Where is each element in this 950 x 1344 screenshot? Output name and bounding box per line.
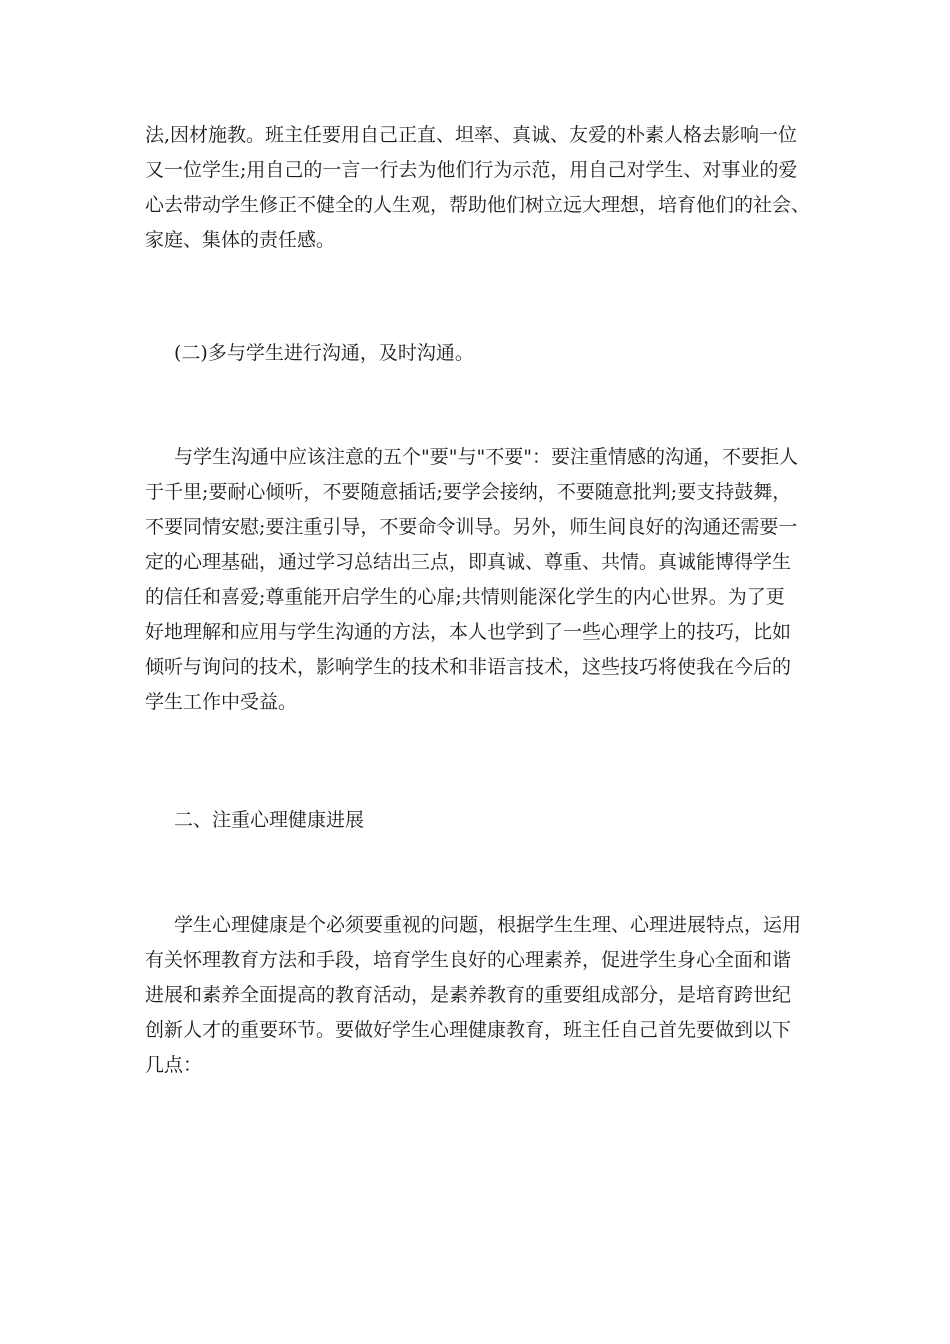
section-heading-mental-health — [145, 803, 810, 838]
text-line: 好地理解和应用与学生沟通的方法，本人也学到了一些心理学上的技巧，比如 — [145, 621, 792, 643]
text-line: 学生心理健康是个必须要重视的问题，根据学生生理、心理进展特点，运用 — [174, 914, 802, 936]
text-line: 心去带动学生修正不健全的人生观，帮助他们树立远大理想，培育他们的社会、 — [145, 194, 811, 216]
text-line: 的信任和喜爱;尊重能开启学生的心扉;共情则能深化学生的内心世界。为了更 — [145, 586, 785, 608]
heading-text: 二、注重心理健康进展 — [174, 809, 365, 831]
text-line: 进展和素养全面提高的教育活动，是素养教育的重要组成部分，是培育跨世纪 — [145, 984, 792, 1006]
paragraph-communication — [145, 440, 810, 720]
text-line: 倾听与询问的技术，影响学生的技术和非语言技术，这些技巧将使我在今后的 — [145, 656, 792, 678]
text-line: 几点： — [145, 1054, 203, 1076]
section-heading-communication — [145, 336, 810, 371]
text-line: 定的心理基础，通过学习总结出三点，即真诚、尊重、共情。真诚能博得学生 — [145, 551, 792, 573]
text-line: 创新人才的重要环节。要做好学生心理健康教育，班主任自己首先要做到以下 — [145, 1019, 792, 1041]
text-line: 于千里;要耐心倾听，不要随意插话;要学会接纳，不要随意批判;要支持鼓舞， — [145, 481, 792, 503]
paragraph-mental-health — [145, 908, 810, 1083]
text-line: 家庭、集体的责任感。 — [145, 229, 336, 251]
text-line: 不要同情安慰;要注重引导，不要命令训导。另外，师生间良好的沟通还需要一 — [145, 516, 798, 538]
text-line: 法,因材施教。班主任要用自己正直、坦率、真诚、友爱的朴素人格去影响一位 — [145, 124, 798, 146]
paragraph-continuation — [145, 118, 810, 258]
text-line: 学生工作中受益。 — [145, 691, 298, 713]
text-line: 又一位学生;用自己的一言一行去为他们行为示范，用自己对学生、对事业的爱 — [145, 159, 798, 181]
text-line: 有关怀理教育方法和手段，培育学生良好的心理素养，促进学生身心全面和谐 — [145, 949, 792, 971]
heading-text: (二)多与学生进行沟通，及时沟通。 — [174, 342, 474, 364]
text-line: 与学生沟通中应该注意的五个"要"与"不要"：要注重情感的沟通，不要拒人 — [174, 446, 798, 468]
